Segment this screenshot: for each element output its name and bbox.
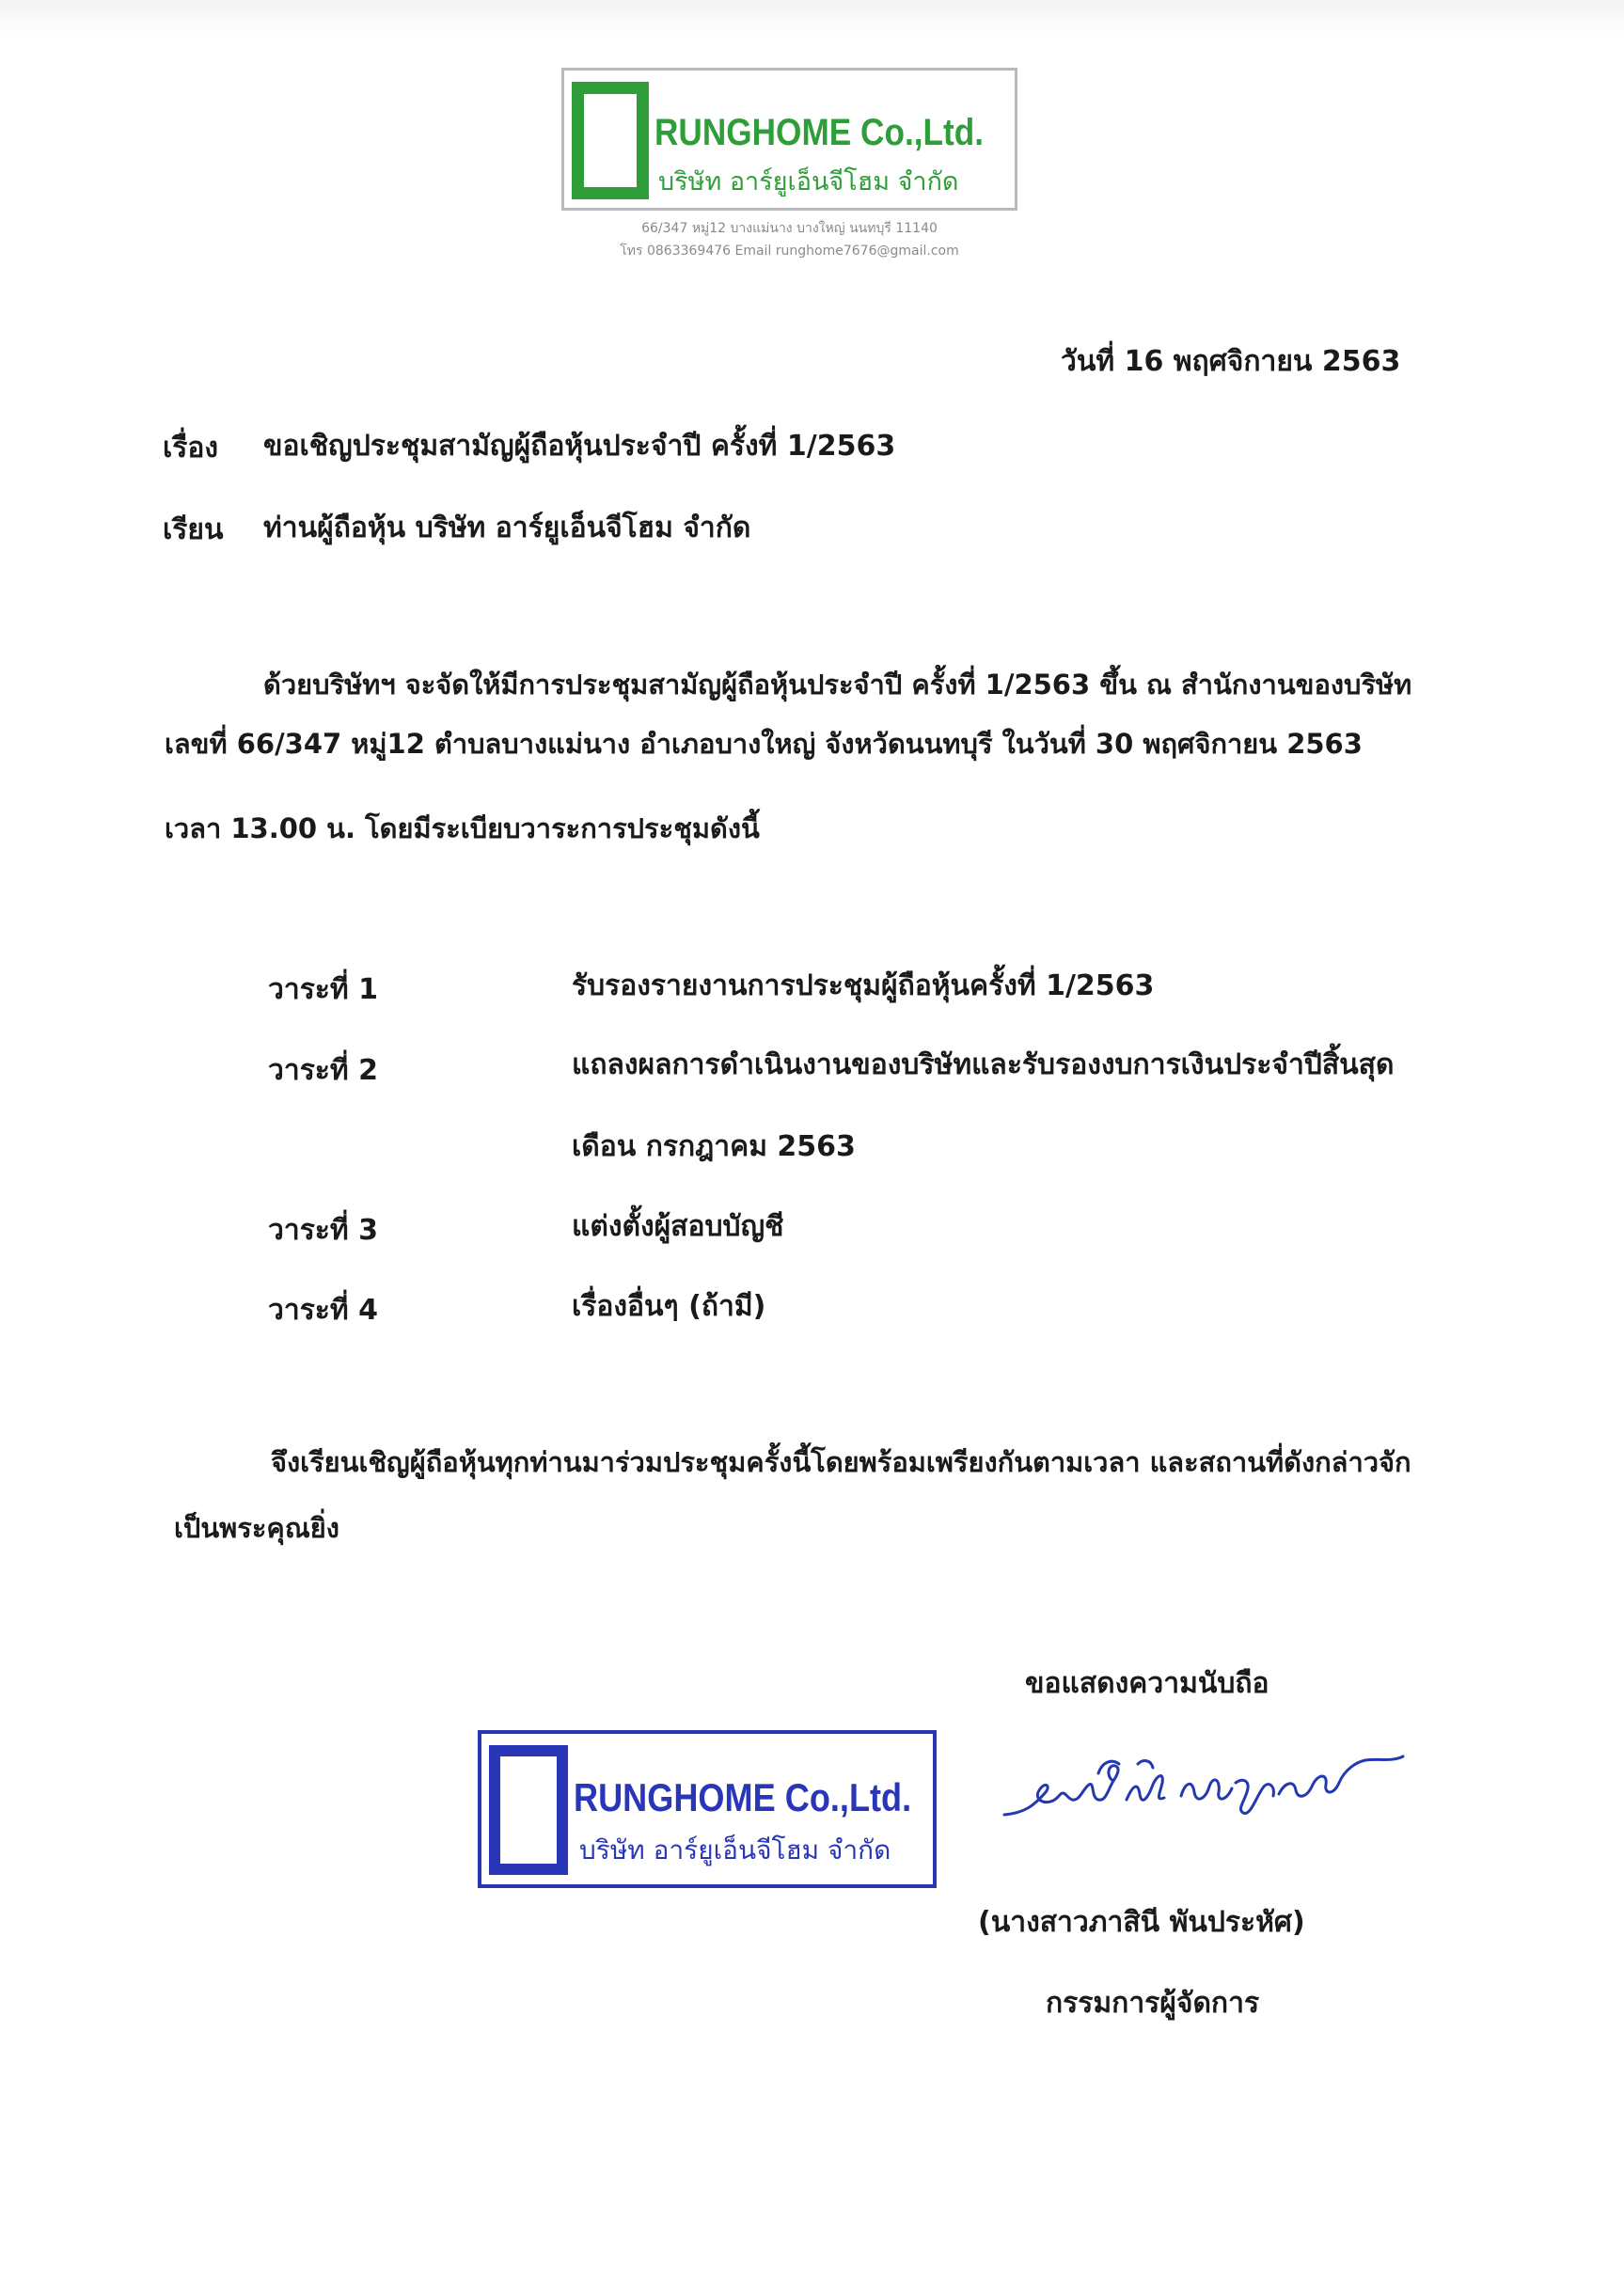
handwritten-signature (997, 1740, 1411, 1843)
letterhead-contact: โทร 0863369476 Email runghome7676@gmail.com (620, 244, 959, 259)
agenda-4-text: เรื่องอื่นๆ (ถ้ามี) (572, 1290, 766, 1323)
company-logo (561, 68, 1017, 211)
intro-line-2: เลขที่ 66/347 หมู่12 ตำบลบางแม่นาง อำเภอบางใหญ่ จังหวัดนนทบุรี ในวันที่ 30 พฤศจิกายน 2563 (165, 728, 1363, 760)
closing-line-2: เป็นพระคุณยิ่ง (174, 1512, 339, 1544)
agenda-3-text: แต่งตั้งผู้สอบบัญชี (572, 1210, 784, 1243)
subject-label: เรื่อง (163, 432, 219, 464)
closing-line-1: จึงเรียนเชิญผู้ถือหุ้นทุกท่านมาร่วมประชุมครั้งนี้โดยพร้อมเพรียงกันตามเวลา และสถานที่ดังกล่าวจัก (271, 1446, 1411, 1478)
letter-date: วันที่ 16 พฤศจิกายน 2563 (1061, 345, 1401, 378)
subject-text: ขอเชิญประชุมสามัญผู้ถือหุ้นประจำปี ครั้งที่ 1/2563 (263, 430, 896, 463)
closing-regards: ขอแสดงความนับถือ (1025, 1667, 1269, 1700)
stamp-square-icon (489, 1745, 568, 1875)
intro-line-1: ด้วยบริษัทฯ จะจัดให้มีการประชุมสามัญผู้ถือหุ้นประจำปี ครั้งที่ 1/2563 ขึ้น ณ สำนักงานของบริษัท (263, 669, 1412, 701)
stamp-company-name-en: RUNGHOME Co.,Ltd. (574, 1775, 912, 1819)
agenda-2-text: แถลงผลการดำเนินงานของบริษัทและรับรองงบการเงินประจำปีสิ้นสุด (572, 1048, 1395, 1081)
agenda-3-label: วาระที่ 3 (268, 1214, 379, 1247)
agenda-1-text: รับรองรายงานการประชุมผู้ถือหุ้นครั้งที่ 1/2563 (572, 969, 1155, 1002)
to-label: เรียน (163, 513, 224, 546)
company-stamp (478, 1730, 937, 1888)
logo-company-name-th: บริษัท อาร์ยูเอ็นจีโฮม จำกัด (658, 167, 959, 197)
stamp-company-name-th: บริษัท อาร์ยูเอ็นจีโฮม จำกัด (579, 1834, 891, 1866)
letterhead-address: 66/347 หมู่12 บางแม่นาง บางใหญ่ นนทบุรี 11140 (641, 221, 938, 236)
to-text: ท่านผู้ถือหุ้น บริษัท อาร์ยูเอ็นจีโฮม จำกัด (263, 512, 751, 544)
logo-square-icon (572, 82, 649, 199)
agenda-1-label: วาระที่ 1 (268, 973, 379, 1006)
signer-position: กรรมการผู้จัดการ (1046, 1987, 1260, 2020)
agenda-4-label: วาระที่ 4 (268, 1294, 379, 1327)
agenda-2-text-continued: เดือน กรกฎาคม 2563 (572, 1130, 856, 1163)
signer-name: (นางสาวภาสินี พันประหัศ) (978, 1906, 1305, 1939)
intro-line-3: เวลา 13.00 น. โดยมีระเบียบวาระการประชุมดังนี้ (165, 812, 760, 844)
logo-company-name-en: RUNGHOME Co.,Ltd. (654, 112, 985, 153)
agenda-2-label: วาระที่ 2 (268, 1054, 379, 1087)
